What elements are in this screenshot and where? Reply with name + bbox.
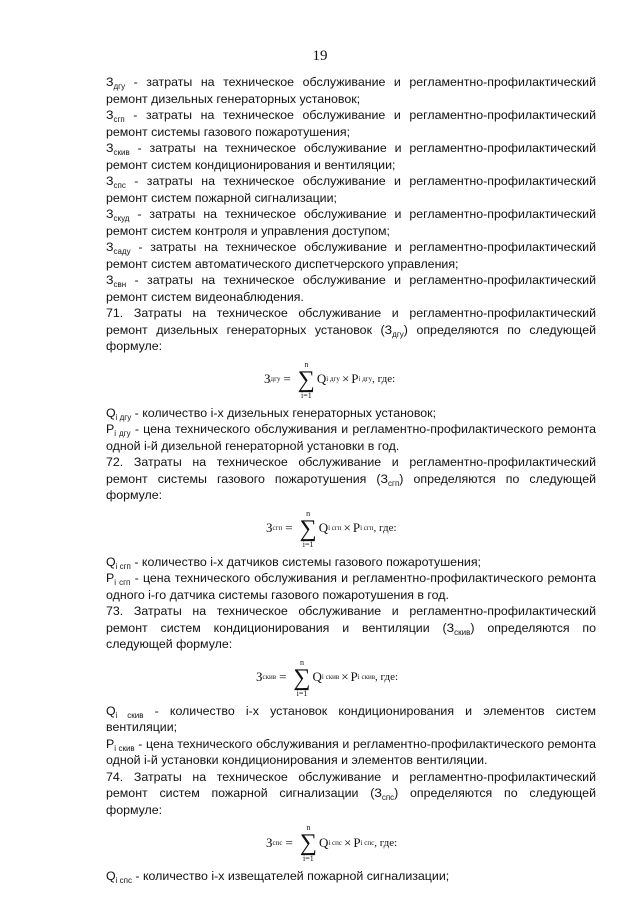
formula-expression	[266, 504, 397, 554]
sum-lower-limit: i=1	[302, 539, 314, 549]
document-body	[106, 74, 596, 885]
formula-expression	[264, 355, 395, 405]
formula-equals: =	[283, 371, 291, 387]
paragraph-71: 71. Затраты на техническое обслуживание и регламентно-профилактический ремонт дизельных генераторных установок $(З_{дгу})$ определяются по следующей формуле:	[106, 306, 597, 353]
formula-tail: , где:	[373, 522, 397, 535]
definition-item: $З_{свн}$ - затраты на техническое обслуживание и регламентно-профилактический ремонт систем видеонаблюдения.	[106, 273, 596, 304]
formula-expression	[266, 818, 397, 868]
formula-lhs: З	[264, 371, 271, 387]
definition-item: $З_{спс}$ - затраты на техническое обслуживание и регламентно-профилактический ремонт систем пожарной сигнализации;	[106, 174, 596, 205]
formula-times: ×	[343, 834, 352, 850]
formula-expression	[256, 653, 398, 703]
definition-item: $З_{сaду}$ - затраты на техническое обслуживание и регламентно-профилактический ремонт систем автоматического диспетчерского управления;	[106, 240, 596, 271]
formula-equals: =	[279, 669, 287, 685]
formula-times: ×	[343, 520, 351, 536]
page-number: 19	[312, 48, 328, 64]
formula-quantity-subscript: i спс	[328, 838, 342, 847]
paragraph-72: 72. Затраты на техническое обслуживание и регламентно-профилактический ремонт системы газового пожаротушения $(З_{сгп})$ определяются по следующей формуле:	[106, 455, 597, 502]
formula-price-subscript: i дгу	[358, 375, 373, 384]
definition-p-dgu: $P_{i дгу}$ - цена технического обслуживания и регламентно-профилактического ремонта одной i-й дизельной генераторной установки в год.	[106, 422, 596, 453]
formula-price: P	[351, 371, 359, 387]
definition-item: $З_{скив}$ - затраты на техническое обслуживание и регламентно-профилактический ремонт систем кондиционирования и вентиляции;	[106, 141, 596, 172]
definition-item: $З_{скуд}$ - затраты на техническое обслуживание и регламентно-профилактический ремонт систем контроля и управления доступом;	[106, 207, 596, 238]
definitions-list	[106, 74, 596, 305]
sigma-icon	[298, 360, 315, 400]
sum-symbol: ∑	[297, 366, 315, 393]
formula-72	[106, 504, 596, 554]
paragraph-74: 74. Затраты на техническое обслуживание и регламентно-профилактический ремонт систем пожарной сигнализации $(З_{спс})$ определяются по следующей формуле:	[106, 769, 596, 817]
formula-price-subscript: i сгп	[360, 524, 374, 533]
paragraph-73: 73. Затраты на техническое обслуживание и регламентно-профилактический ремонт систем кондиционирования и вентиляции $(З_{скив})$ определяются по следующей формуле:	[106, 604, 596, 651]
definition-q-dgu: $Q_{i дгу}$ - количество i-х дизельных генераторных установок;	[106, 405, 437, 422]
formula-price: P	[350, 669, 358, 685]
formula-quantity: Q	[318, 834, 329, 850]
formula-quantity: Q	[312, 669, 322, 685]
formula-lhs-subscript: скив	[262, 673, 277, 682]
formula-quantity: Q	[316, 371, 327, 387]
formula-71	[106, 355, 596, 405]
formula-price-subscript: i скив	[357, 673, 376, 682]
sum-symbol: ∑	[299, 515, 317, 542]
definition-item: $З_{сгп}$ - затраты на техническое обслуживание и регламентно-профилактический ремонт системы газового пожаротушения;	[106, 108, 596, 139]
formula-tail: , где:	[372, 373, 396, 386]
definition-item: $З_{дгу}$ - затраты на техническое обслуживание и регламентно-профилактический ремонт дизельных генераторных установок;	[106, 75, 596, 106]
definition-q-skiv: $Q_{i скив}$ - количество i-х установок кондиционирования и элементов систем вентиляции;	[106, 703, 597, 734]
formula-times: ×	[341, 669, 349, 685]
formula-lhs-subscript: дгу	[270, 375, 281, 384]
formula-quantity-subscript: i сгп	[328, 524, 342, 533]
sum-upper-limit: n	[304, 359, 309, 369]
formula-74	[106, 818, 596, 868]
sum-symbol: ∑	[299, 830, 317, 856]
formula-price: P	[352, 520, 361, 536]
definition-q-sgp: $Q_{i сгп}$ - количество i-х датчиков системы газового пожаротушения;	[106, 554, 481, 571]
sum-upper-limit: n	[306, 823, 311, 832]
sum-upper-limit: n	[306, 508, 311, 518]
sum-symbol: ∑	[293, 664, 311, 691]
formula-tail: , где:	[374, 836, 398, 849]
formula-price: P	[353, 834, 361, 850]
definition-p-sgp: $P_{i сгп}$ - цена технического обслуживания и регламентно-профилактического ремонта одного i-го датчика системы газового пожаротушения в год.	[106, 571, 597, 602]
formula-lhs-subscript: сгп	[272, 524, 283, 533]
definition-p-skiv: $P_{i скив}$ - цена технического обслуживания и регламентно-профилактического ремонта одной i-й установки кондиционирования и элементов вентиляции.	[106, 736, 596, 767]
sum-lower-limit: i=1	[303, 854, 314, 863]
formula-lhs: З	[266, 520, 273, 536]
sigma-icon	[300, 509, 317, 549]
formula-equals: =	[285, 834, 293, 850]
sigma-icon	[300, 823, 317, 863]
formula-price-subscript: i спс	[360, 838, 375, 847]
formula-quantity: Q	[318, 520, 329, 536]
formula-equals: =	[285, 520, 293, 536]
formula-quantity-subscript: i дгу	[326, 375, 340, 384]
definition-q-sps: $Q_{i спс}$ - количество i-х извещателей пожарной сигнализации;	[106, 869, 450, 885]
sigma-icon	[293, 658, 310, 698]
formula-times: ×	[341, 371, 350, 387]
sum-upper-limit: n	[299, 657, 304, 667]
sum-lower-limit: i=1	[300, 390, 312, 400]
formula-lhs: З	[256, 669, 263, 685]
formula-lhs-subscript: спс	[272, 838, 283, 847]
formula-quantity-subscript: i скив	[321, 673, 340, 682]
sum-lower-limit: i=1	[296, 688, 308, 698]
formula-lhs: З	[266, 834, 273, 850]
formula-tail: , где:	[375, 671, 399, 684]
formula-73	[106, 653, 596, 703]
